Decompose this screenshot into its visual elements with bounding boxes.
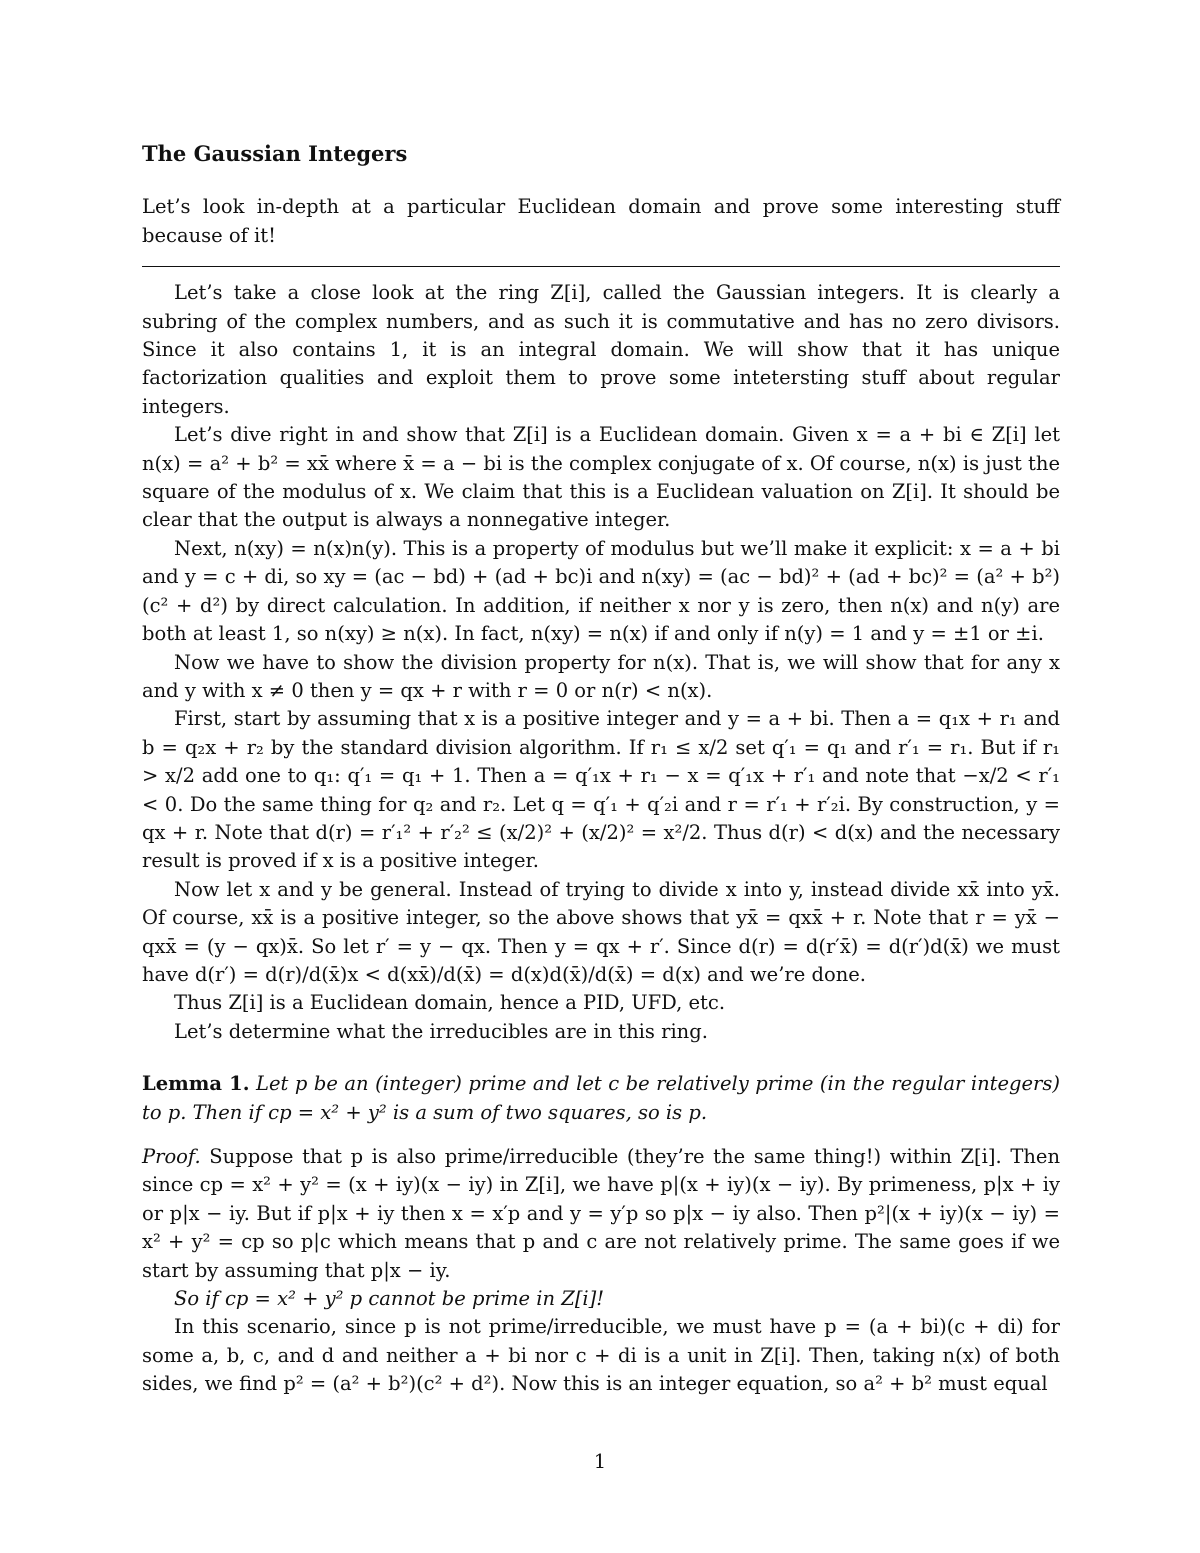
lemma-heading: Lemma 1.: [142, 1072, 250, 1096]
paragraph-valuation: Let’s dive right in and show that Z[i] is a Euclidean domain. Given x = a + bi ∈ Z[i] let n(x) = a² + b² = xx̄ where x̄ = a − bi is the complex conjugate of x. Of course, n(x) is just the square of the modulus of x. We claim that this is a Euclidean valuation on Z[i]. It should be clear that the output is always a nonnegative integer.: [142, 423, 1060, 532]
paragraph-intro: Let’s take a close look at the ring Z[i], called the Gaussian integers. It is clearly a subring of the complex numbers, and as such it is commutative and has no zero divisors. Since it also contains 1, it is an integral domain. We will show that it has unique factorization qualities and exploit them to prove some intetersting stuff about regular integers.: [142, 281, 1060, 418]
lemma-statement: Let p be an (integer) prime and let c be relatively prime (in the regular integers) to p. Then if cp = x² + y² is a sum of two squares, so is p.: [142, 1072, 1060, 1124]
proof-heading: Proof.: [142, 1145, 201, 1168]
paragraph-general-case: Now let x and y be general. Instead of trying to divide x into y, instead divide xx̄ into yx̄. Of course, xx̄ is a positive integer, so the above shows that yx̄ = qxx̄ + r. Note that r = yx̄ − qxx̄ = (y − qx)x̄. So let r′ = y − qx. Then y = qx + r′. Since d(r) = d(r′x̄) = d(r′)d(x̄) we must have d(r′) = d(r)/d(x̄)x < d(xx̄)/d(x̄) = d(x)d(x̄)/d(x̄) = d(x) and we’re done.: [142, 877, 1060, 986]
paragraph-positive-integer-case: First, start by assuming that x is a positive integer and y = a + bi. Then a = q₁x + r₁ and b = q₂x + r₂ by the standard division algorithm. If r₁ ≤ x/2 set q′₁ = q₁ and r′₁ = r₁. But if r₁ > x/2 add one to q₁: q′₁ = q₁ + 1. Then a = q′₁x + r₁ − x = q′₁x + r′₁ and note that −x/2 < r′₁ < 0. Do the same thing for q₂ and r₂. Let q = q′₁ + q′₂i and r = r′₁ + r′₂i. By construction, y = qx + r. Note that d(r) = r′₁² + r′₂² ≤ (x/2)² + (x/2)² = x²/2. Thus d(r) < d(x) and the necessary result is proved if x is a positive integer.: [142, 707, 1060, 873]
proof-italic-line: So if cp = x² + y² p cannot be prime in Z[i]!: [174, 1287, 605, 1311]
abstract: Let’s look in-depth at a particular Euclidean domain and prove some interesting stuff because of it!: [142, 195, 1060, 247]
proof-paragraph: [142, 1143, 1060, 1285]
paragraph-multiplicative: Next, n(xy) = n(x)n(y). This is a property of modulus but we’ll make it explicit: x = a + bi and y = c + di, so xy = (ac − bd) + (ad + bc)i and n(xy) = (ac − bd)² + (ad + bc)² = (a² + b²)(c² + d²) by direct calculation. In addition, if neither x nor y is zero, then n(x) and n(y) are both at least 1, so n(xy) ≥ n(x). In fact, n(xy) = n(x) if and only if n(y) = 1 and y = ±1 or ±i.: [142, 536, 1060, 646]
lemma-1: [142, 1070, 1060, 1127]
paragraph-division-property: Now we have to show the division property for n(x). That is, we will show that for any x and y with x ≠ 0 then y = qx + r with r = 0 or n(r) < n(x).: [142, 650, 1060, 702]
document-page: [142, 140, 1060, 1399]
proof-text: Suppose that p is also prime/irreducible (they’re the same thing!) within Z[i]. Then since cp = x² + y² = (x + iy)(x − iy) in Z[i], we have p|(x + iy)(x − iy). By primeness, p|x + iy or p|x − iy. But if p|x + iy then x = x′p and y = y′p so p|x − iy also. Then p²|(x + iy)(x − iy) = x² + y² = cp so p|c which means that p and c are not relatively prime. The same goes if we start by assuming that p|x − iy.: [142, 1145, 1060, 1282]
section-divider: [142, 266, 1060, 267]
proof-continuation: In this scenario, since p is not prime/irreducible, we must have p = (a + bi)(c + di) for some a, b, c, and d and neither a + bi nor c + di is a unit in Z[i]. Then, taking n(x) of both sides, we find p² = (a² + b²)(c² + d²). Now this is an integer equation, so a² + b² must equal: [142, 1315, 1060, 1396]
paragraph-conclusion: Thus Z[i] is a Euclidean domain, hence a PID, UFD, etc.: [174, 991, 726, 1015]
page-number: 1: [593, 1450, 607, 1473]
paragraph-irreducibles: Let’s determine what the irreducibles are in this ring.: [174, 1019, 708, 1043]
document-title: The Gaussian Integers: [142, 141, 408, 166]
